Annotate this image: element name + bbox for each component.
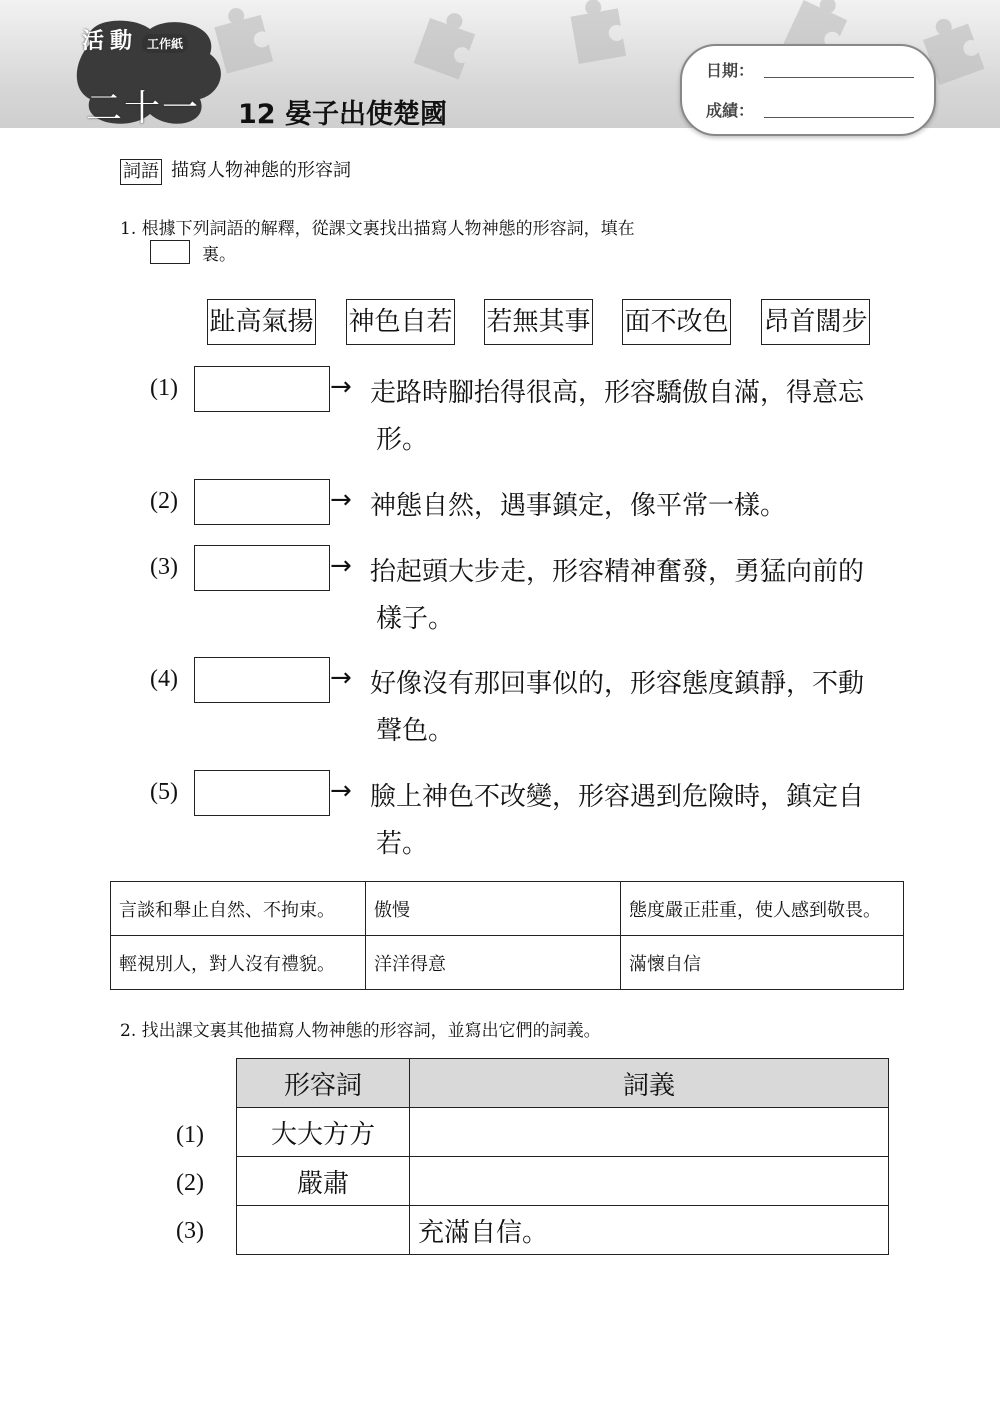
word-bank-item[interactable]: 若無其事 [484,299,593,345]
answer-blank-2[interactable] [194,479,330,525]
answer-blank-4[interactable] [194,657,330,703]
table-row [237,1157,889,1206]
definition-line: 抬起頭大步走，形容精神奮發，勇猛向前的 [370,557,865,587]
meaning-bank-table [110,881,904,990]
activity-number: 二十一 [86,88,201,129]
date-field[interactable] [764,76,914,78]
section-tag: 詞語 [120,159,162,185]
q1-instruction: 1. 根據下列詞語的解釋，從課文裏找出描寫人物神態的形容詞，填在 [120,219,635,239]
answer-blank-5[interactable] [194,770,330,816]
item-number: (3) [150,554,178,580]
bank-cell[interactable]: 言談和舉止自然、不拘束。 [111,882,366,936]
table-header-row [237,1059,889,1108]
row-number: (2) [176,1170,204,1196]
bank-cell[interactable]: 洋洋得意 [366,936,621,990]
bank-cell[interactable]: 傲慢 [366,882,621,936]
section-heading: 描寫人物神態的形容詞 [171,160,351,181]
date-label: 日期： [706,61,755,80]
table-row [111,936,904,990]
info-card [680,44,936,136]
definition-line: 神態自然，遇事鎮定，像平常一樣。 [370,491,787,521]
row-number: (1) [176,1122,204,1148]
q1-instruction-tail: 裏。 [202,245,236,265]
answer-blank-1[interactable] [194,366,330,412]
answer-blank-3[interactable] [194,545,330,591]
word-cell[interactable]: 嚴肅 [237,1157,410,1206]
arrow-icon: → [330,372,352,402]
word-cell[interactable] [237,1206,410,1255]
item-number: (1) [150,375,178,401]
score-label: 成績： [706,101,755,120]
meaning-cell[interactable]: 充滿自信。 [410,1206,889,1255]
item-number: (2) [150,488,178,514]
worksheet-label: 工作紙 [142,34,188,53]
arrow-icon: → [330,776,352,806]
instruction-box-sample [150,240,190,264]
column-header-meaning: 詞義 [410,1059,889,1108]
definition-line: 好像沒有那回事似的，形容態度鎮靜，不動 [370,669,865,699]
arrow-icon: → [330,551,352,581]
meaning-cell[interactable] [410,1157,889,1206]
table-row [111,882,904,936]
lesson-title: 12 晏子出使楚國 [238,99,447,130]
word-cell[interactable]: 大大方方 [237,1108,410,1157]
activity-label: 活動 [82,29,139,54]
table-row [237,1108,889,1157]
word-bank-item[interactable]: 趾高氣揚 [207,299,316,345]
item-number: (5) [150,779,178,805]
word-bank-item[interactable]: 昂首闊步 [761,299,870,345]
definition-line: 聲色。 [376,716,455,746]
bank-cell[interactable]: 滿懷自信 [621,936,904,990]
q2-instruction: 2. 找出課文裏其他描寫人物神態的形容詞，並寫出它們的詞義。 [120,1021,601,1041]
score-field[interactable] [764,116,914,118]
bank-cell[interactable]: 輕視別人，對人沒有禮貌。 [111,936,366,990]
arrow-icon: → [330,485,352,515]
definition-line: 樣子。 [376,604,455,634]
table-row [237,1206,889,1255]
arrow-icon: → [330,663,352,693]
column-header-word: 形容詞 [237,1059,410,1108]
row-number: (3) [176,1218,204,1244]
definition-line: 若。 [376,829,429,859]
answer-table [236,1058,889,1255]
definition-line: 走路時腳抬得很高，形容驕傲自滿，得意忘 [370,378,865,408]
definition-line: 臉上神色不改變，形容遇到危險時，鎮定自 [370,782,865,812]
definition-line: 形。 [376,425,429,455]
bank-cell[interactable]: 態度嚴正莊重，使人感到敬畏。 [621,882,904,936]
meaning-cell[interactable] [410,1108,889,1157]
item-number: (4) [150,666,178,692]
word-bank-item[interactable]: 神色自若 [346,299,455,345]
word-bank-item[interactable]: 面不改色 [622,299,731,345]
